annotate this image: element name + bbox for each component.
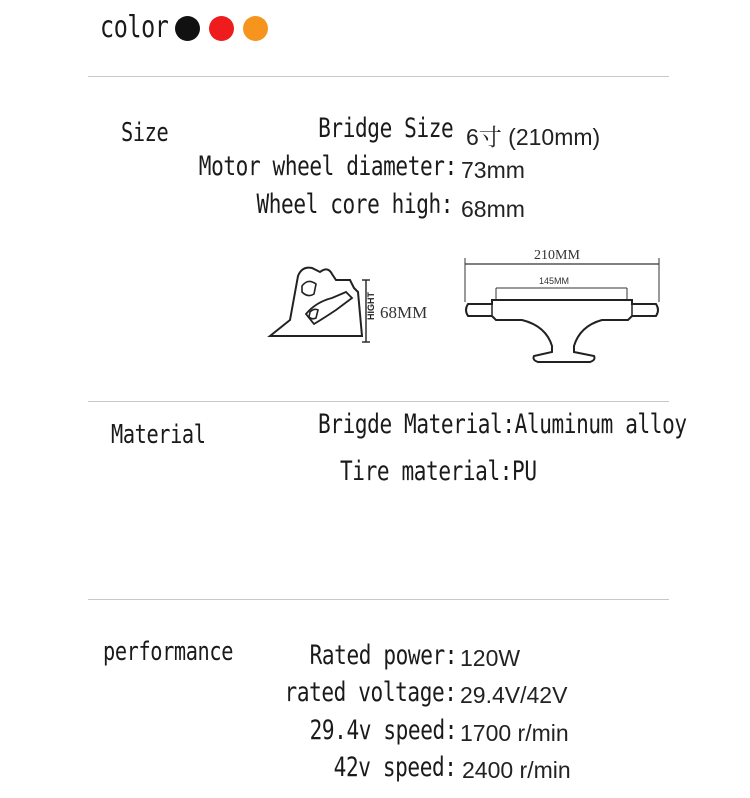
rated-power-label: Rated power: — [309, 640, 457, 671]
motor-wheel-diameter-value: 73mm — [461, 157, 525, 183]
bridge-size-label: Bridge Size — [317, 113, 453, 144]
material-section-label: Material — [111, 420, 206, 450]
rated-voltage-label: rated voltage: — [284, 677, 457, 708]
bridge-material-label: Brigde Material:Aluminum alloy — [318, 409, 687, 440]
color-swatch-orange[interactable] — [243, 16, 268, 41]
speed-42v-label: 42v speed: — [334, 752, 457, 783]
rated-voltage-value: 29.4V/42V — [460, 682, 568, 708]
truck-front-diagram — [462, 240, 662, 366]
speed-42v-value: 2400 r/min — [462, 757, 571, 783]
bridge-size-value: 6寸 (210mm) — [466, 124, 601, 150]
truck-side-diagram — [262, 258, 442, 350]
outer-width-label: 210MM — [534, 248, 580, 263]
color-label: color — [100, 10, 169, 45]
color-swatch-black[interactable] — [175, 16, 200, 41]
rated-power-value: 120W — [460, 645, 521, 671]
color-swatch-red[interactable] — [209, 16, 234, 41]
speed-29v-value: 1700 r/min — [460, 720, 569, 746]
wheel-core-high-label: Wheel core high: — [256, 189, 453, 220]
height-value-label: 68MM — [380, 303, 428, 322]
size-section-label: Size — [121, 118, 169, 148]
wheel-core-high-value: 68mm — [461, 196, 525, 222]
divider — [88, 401, 669, 402]
divider — [88, 76, 669, 77]
tire-material-label: Tire material:PU — [340, 456, 537, 487]
speed-29v-label: 29.4v speed: — [309, 715, 457, 746]
performance-section-label: performance — [103, 637, 234, 667]
divider — [88, 599, 669, 600]
hight-axis-label: HIGHT — [366, 292, 376, 320]
motor-wheel-diameter-label: Motor wheel diameter: — [198, 151, 457, 182]
inner-width-label: 145MM — [539, 276, 570, 286]
